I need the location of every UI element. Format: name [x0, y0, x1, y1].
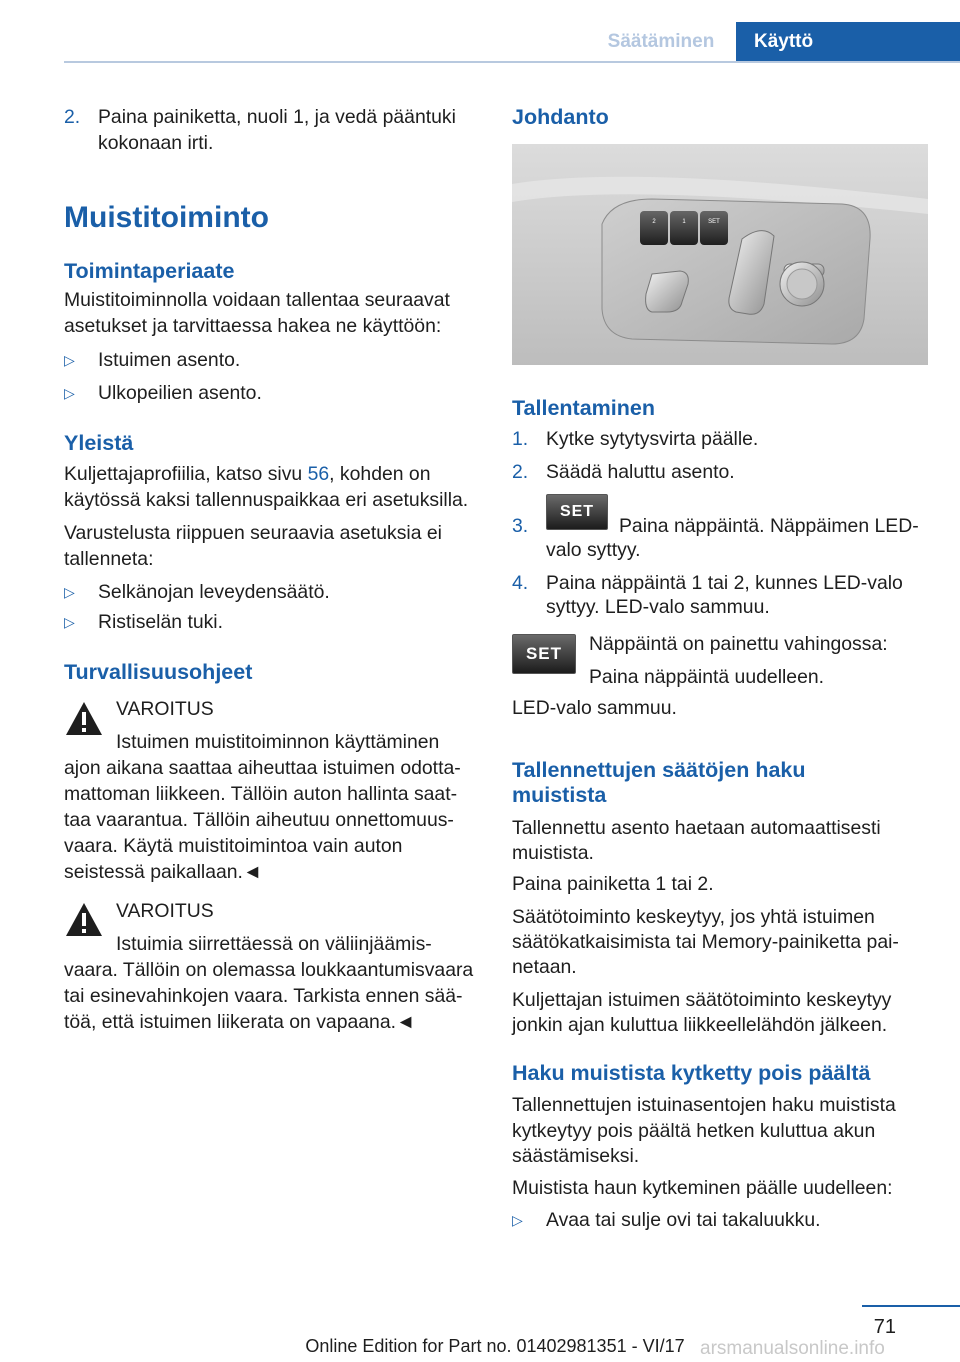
subsection-heading: muistista — [512, 783, 607, 807]
paragraph-line: Varustelusta riippuen seuraavia asetuksia ei — [64, 522, 442, 544]
step-number: 4. — [512, 572, 529, 594]
photo-button-label: 1 — [682, 219, 686, 225]
warning-text: töä, että istuimen liikerata on vapaana.◄ — [64, 1011, 416, 1033]
paragraph-line: muistista. — [512, 842, 594, 864]
page-reference-link[interactable]: 56 — [307, 463, 330, 485]
warning-text: ajon aikana saattaa aiheuttaa istuimen odotta- — [64, 757, 461, 779]
step-text: Säädä haluttu asento. — [546, 461, 735, 483]
paragraph-line: säästämiseksi. — [512, 1145, 640, 1167]
paragraph-line: säätökatkaisimista tai Memory-painiketta pai- — [512, 931, 899, 953]
step-text: valo syttyy. — [546, 539, 641, 561]
paragraph-line: Muistitoiminnolla voidaan tallentaa seuraavat — [64, 289, 450, 311]
watermark: arsmanualsonline.info — [700, 1338, 885, 1359]
note-text: Näppäintä on painettu vahingossa: — [589, 633, 888, 655]
paragraph-line: asetukset ja tarvittaessa hakea ne käyttöön: — [64, 315, 442, 337]
header-divider — [64, 61, 960, 63]
warning-text: seistessä paikallaan.◄ — [64, 861, 263, 883]
set-button-icon: SET — [546, 494, 608, 530]
paragraph-line: Muistista haun kytkeminen päälle uudelleen: — [512, 1177, 893, 1199]
warning-text: mattoman liikkeen. Tällöin auton hallinta saat- — [64, 783, 458, 805]
paragraph-line: Tallennettu asento haetaan automaattisesti — [512, 817, 881, 839]
step-number: 3. — [512, 515, 529, 537]
paragraph-line: Säätötoiminto keskeytyy, jos yhtä istuimen — [512, 906, 875, 928]
bullet-triangle-icon: ▷ — [64, 584, 75, 600]
step-number: 1. — [512, 428, 529, 450]
bullet-triangle-icon: ▷ — [512, 1212, 523, 1228]
paragraph-line: Kuljettajan istuimen säätötoiminto keskeytyy — [512, 989, 892, 1011]
set-button-icon: SET — [512, 634, 576, 674]
subsection-heading: Haku muistista kytketty pois päältä — [512, 1061, 871, 1085]
list-item: Istuimen asento. — [98, 349, 241, 371]
step-text: kokonaan irti. — [98, 132, 214, 154]
paragraph-line: netaan. — [512, 956, 577, 978]
footer-divider — [862, 1305, 960, 1307]
warning-text: taa vaarantua. Tällöin aiheutuu onnettomuus- — [64, 809, 454, 831]
subsection-heading: Turvallisuusohjeet — [64, 660, 253, 684]
list-item: Ristiselän tuki. — [98, 611, 224, 633]
bullet-triangle-icon: ▷ — [64, 614, 75, 630]
warning-text: vaara. Tällöin on olemassa loukkaantumisvaara — [64, 959, 474, 981]
section-title: Muistitoiminto — [64, 201, 269, 234]
subsection-heading: Johdanto — [512, 105, 609, 129]
step-text: Paina painiketta, nuoli 1, ja vedä pääntuki — [98, 106, 456, 128]
edition-note: Online Edition for Part no. 01402981351 - VI/17 — [305, 1336, 685, 1356]
warning-text: Istuimia siirrettäessä on väliinjäämis- — [116, 933, 432, 955]
paragraph-line: käytössä kaksi tallennuspaikkaa eri asetuksilla. — [64, 489, 469, 511]
step-text: Paina näppäintä 1 tai 2, kunnes LED-valo — [546, 572, 903, 594]
bullet-triangle-icon: ▷ — [64, 385, 75, 401]
paragraph-line: Tallennettujen istuinasentojen haku muistista — [512, 1094, 896, 1116]
photo-button-label: 2 — [652, 219, 656, 225]
note-text: LED-valo sammuu. — [512, 697, 677, 719]
subsection-heading: Tallentaminen — [512, 396, 655, 420]
seat-controls-photo — [512, 144, 928, 365]
paragraph-line: jonkin ajan kuluttua liikkeellelähdön jälkeen. — [512, 1014, 888, 1036]
bullet-triangle-icon: ▷ — [64, 352, 75, 368]
warning-icon — [64, 699, 104, 739]
list-item: Ulkopeilien asento. — [98, 382, 262, 404]
warning-icon — [64, 900, 104, 940]
warning-title: VAROITUS — [116, 698, 214, 720]
paragraph-line: Kuljettajaprofiilia, katso sivu 56, kohden on — [64, 463, 431, 485]
step-text: Paina näppäintä. Näppäimen LED- — [619, 515, 919, 537]
step-number: 2. — [64, 106, 81, 128]
list-item: Avaa tai sulje ovi tai takaluukku. — [546, 1209, 821, 1231]
warning-text: tai esinevahinkojen vaara. Tarkista ennen sää- — [64, 985, 463, 1007]
paragraph-line: tallenneta: — [64, 548, 154, 570]
header-section-title: Säätäminen — [607, 31, 715, 52]
subsection-heading: Tallennettujen säätöjen haku — [512, 758, 806, 782]
step-text: Kytke sytytysvirta päälle. — [546, 428, 759, 450]
step-number: 2. — [512, 461, 529, 483]
warning-title: VAROITUS — [116, 900, 214, 922]
subsection-heading: Toimintaperiaate — [64, 259, 235, 283]
list-item: Selkänojan leveydensäätö. — [98, 581, 330, 603]
header-chapter-tab: Käyttö — [736, 22, 960, 62]
paragraph-line: kytkeytyy pois päältä hetken kuluttua akun — [512, 1120, 876, 1142]
note-text: Paina näppäintä uudelleen. — [589, 666, 825, 688]
photo-button-label: SET — [708, 219, 720, 225]
page-number: 71 — [873, 1316, 896, 1338]
step-text: syttyy. LED-valo sammuu. — [546, 596, 770, 618]
paragraph-line: Paina painiketta 1 tai 2. — [512, 873, 714, 895]
warning-text: vaara. Käytä muistitoimintoa vain auton — [64, 835, 403, 857]
subsection-heading: Yleistä — [64, 431, 134, 455]
warning-text: Istuimen muistitoiminnon käyttäminen — [116, 731, 440, 753]
